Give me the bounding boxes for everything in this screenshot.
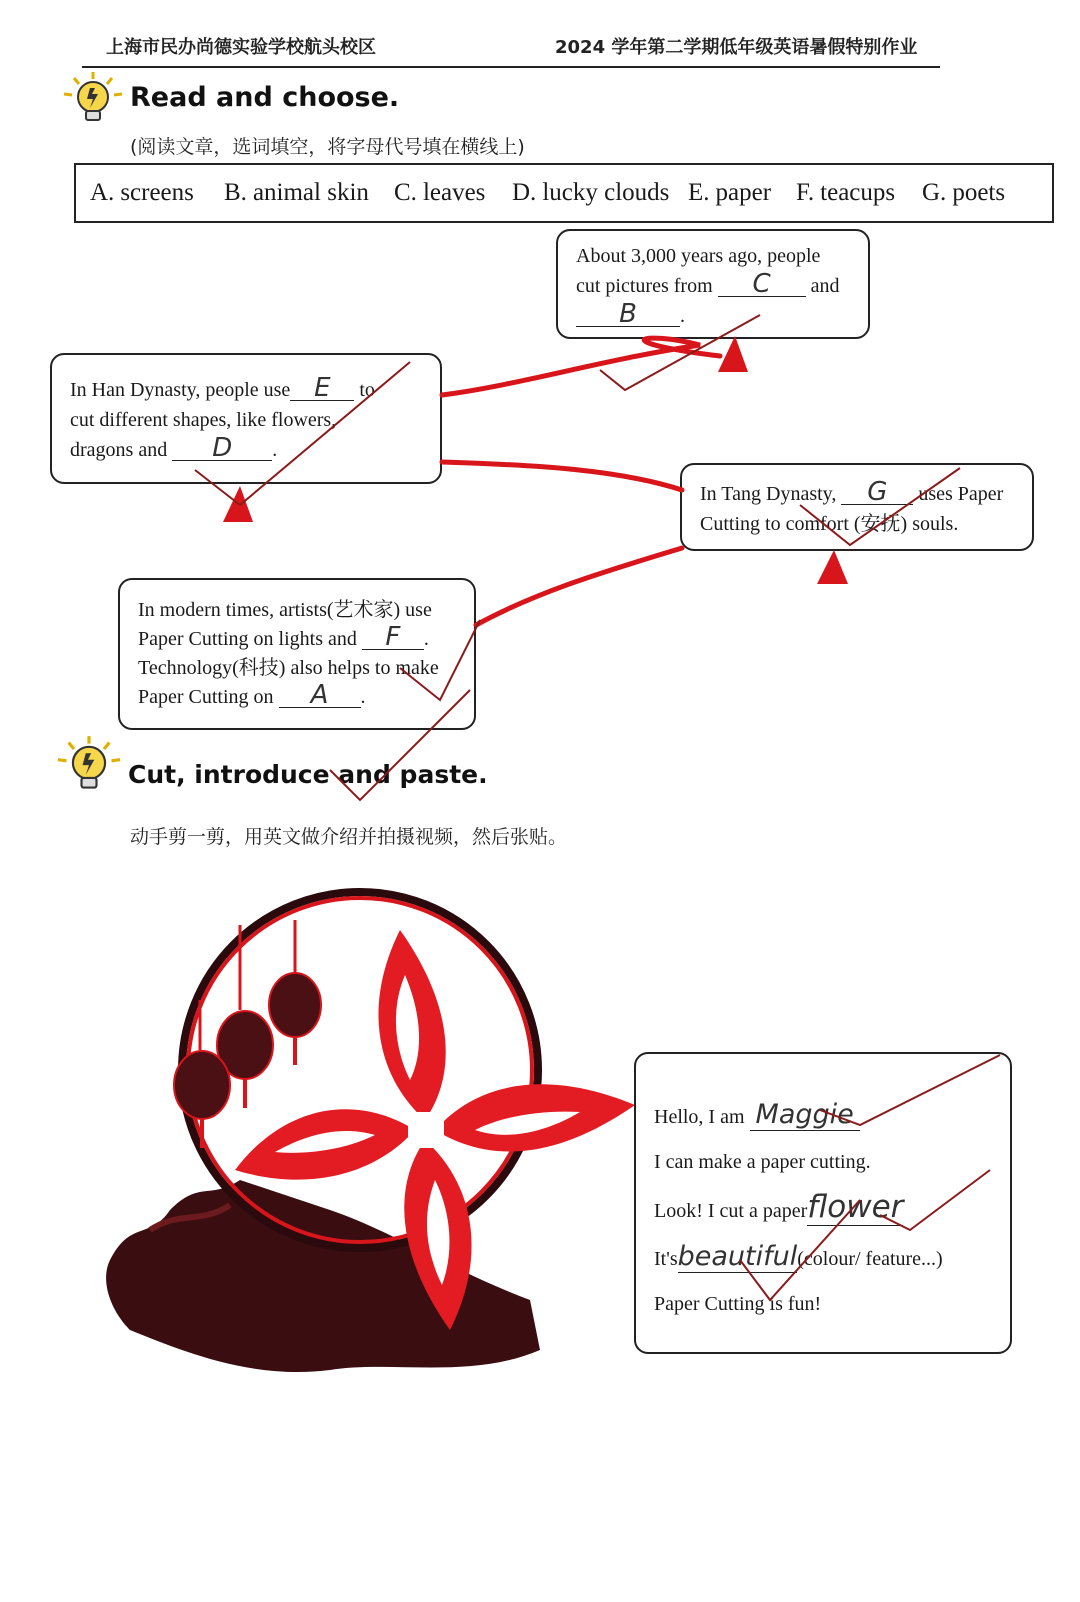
section-instruction-1: (阅读文章，选词填空，将字母代号填在横线上) (130, 136, 525, 158)
red-triangle-marker (817, 550, 848, 584)
lightbulb-icon (60, 70, 126, 126)
option-c: C. leaves (394, 179, 486, 206)
intro-card: Hello, I am Maggie I can make a paper cutting. Look! I cut a paperflower It'sbeautiful(colour/ feature...) Paper Cutting is fun! (634, 1052, 1012, 1354)
answer-blank[interactable]: C (718, 272, 806, 297)
option-b: B. animal skin (224, 179, 369, 206)
answer-blank[interactable]: E (290, 376, 354, 401)
answer-blank[interactable]: D (172, 436, 272, 461)
option-e: E. paper (688, 179, 772, 206)
red-thread (442, 338, 720, 395)
red-triangle-marker (223, 486, 253, 522)
card-han-dynasty: In Han Dynasty, people use E to cut different shapes, like flowers, dragons and D . (50, 353, 442, 484)
answer-blank[interactable]: F (362, 625, 424, 650)
red-thread (476, 548, 682, 625)
answer-blank[interactable]: B (576, 302, 680, 327)
header-divider (82, 66, 940, 68)
red-triangle-marker (718, 336, 748, 372)
red-thread (442, 462, 682, 490)
answer-blank[interactable]: G (841, 480, 913, 505)
option-f: F. teacups (796, 179, 896, 206)
section-title-cut-paste: Cut, introduce and paste. (128, 760, 488, 789)
handwritten-adjective[interactable]: beautiful (677, 1241, 798, 1272)
option-a: A. screens (90, 179, 194, 206)
word-bank (74, 163, 1054, 223)
handwritten-name[interactable]: Maggie (750, 1099, 860, 1131)
handwritten-object[interactable]: flower (807, 1189, 904, 1225)
option-g: G. poets (922, 179, 1006, 206)
card-modern-times: In modern times, artists(艺术家) use Paper Cutting on lights and F . Technology(科技) also helps to make Paper Cutting on A . (118, 578, 476, 730)
assignment-title: 2024 学年第二学期低年级英语暑假特别作业 (555, 37, 918, 58)
card-3000-years-ago: About 3,000 years ago, people cut pictures from C and B . (556, 229, 870, 339)
answer-blank[interactable]: A (279, 683, 361, 708)
lightbulb-icon (52, 734, 126, 794)
section-instruction-2: 动手剪一剪，用英文做介绍并拍摄视频，然后张贴。 (130, 826, 568, 848)
paper-cutting-artwork (90, 880, 650, 1400)
school-name: 上海市民办尚德实验学校航头校区 (106, 37, 376, 58)
card-tang-dynasty: In Tang Dynasty, G uses Paper Cutting to comfort (安抚) souls. (680, 463, 1034, 551)
section-title-read-choose: Read and choose. (130, 82, 400, 113)
option-d: D. lucky clouds (512, 179, 670, 206)
